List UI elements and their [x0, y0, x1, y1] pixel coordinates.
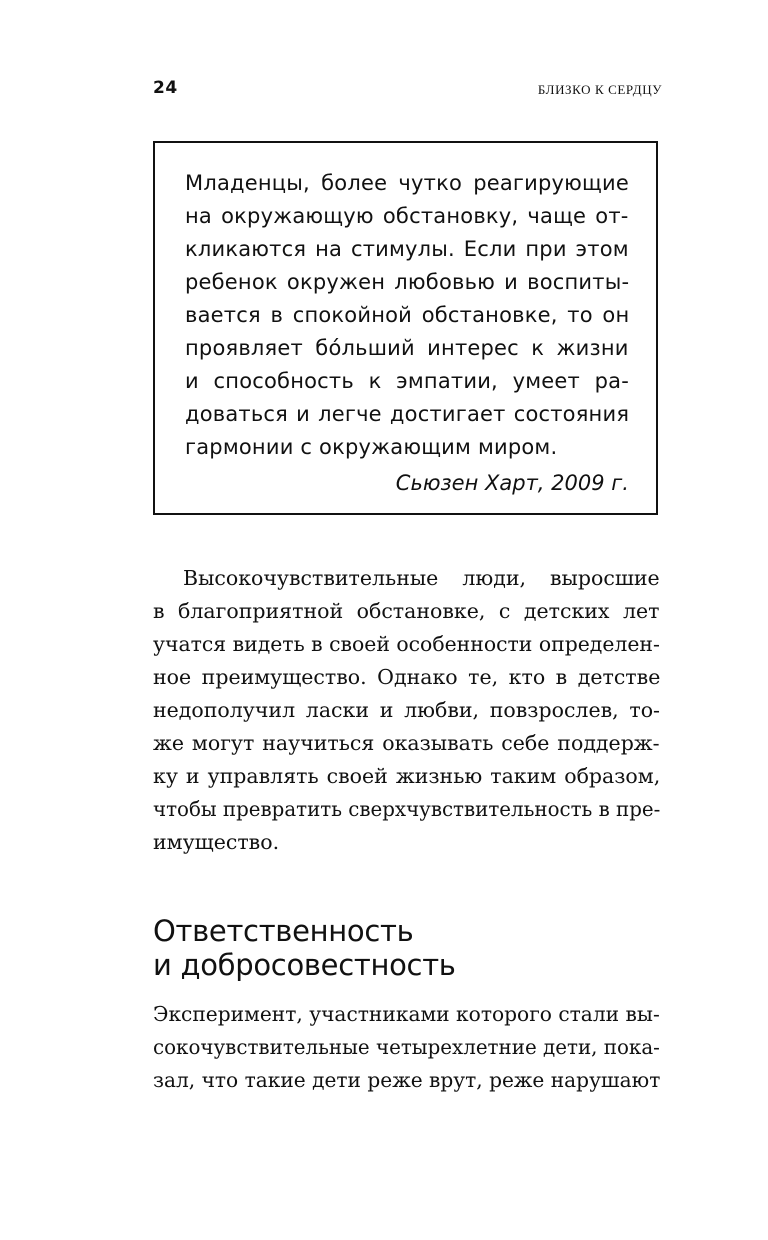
paragraph-line: зал, что такие дети реже врут, реже нарушают — [153, 1068, 661, 1092]
section-heading-line: и добросовестность — [153, 948, 456, 982]
epigraph-line: доваться и легче достигает состояния — [185, 402, 630, 426]
epigraph-line: проявляет бо́льший интерес к жизни — [185, 336, 629, 360]
epigraph-line: на окружающую обстановку, чаще от- — [185, 204, 629, 228]
epigraph-box — [153, 141, 658, 515]
paragraph-line: же могут научиться оказывать себе поддерж- — [153, 731, 660, 755]
epigraph-line: вается в спокойной обстановке, то он — [185, 303, 630, 327]
epigraph-line: кликаются на стимулы. Если при этом — [185, 237, 629, 261]
paragraph-line: имущество. — [153, 830, 280, 854]
epigraph-line: ребенок окружен любовью и воспиты- — [185, 270, 630, 294]
section-heading-line: Ответственность — [153, 914, 414, 948]
epigraph-line: Младенцы, более чутко реагирующие — [185, 171, 629, 195]
paragraph-line: сокочувствительные четырехлетние дети, пока- — [153, 1035, 660, 1059]
epigraph-line: гармонии с окружающим миром. — [185, 435, 558, 459]
paragraph-line: ное преимущество. Однако те, кто в детстве — [153, 665, 661, 689]
running-title: БЛИЗКО К СЕРДЦУ — [537, 82, 662, 97]
paragraph-line: Высокочувствительные люди, выросшие — [183, 566, 660, 590]
paragraph-line: ку и управлять своей жизнью таким образом, — [153, 764, 661, 788]
paragraph-line: учатся видеть в своей особенности определен- — [153, 632, 660, 656]
paragraph-line: Эксперимент, участниками которого стали вы- — [153, 1002, 660, 1026]
page-number: 24 — [153, 78, 178, 98]
paragraph-line: недополучил ласки и любви, повзрослев, то- — [153, 698, 660, 722]
paragraph-line: в благоприятной обстановке, с детских лет — [153, 599, 660, 623]
epigraph-line: и способность к эмпатии, умеет ра- — [185, 369, 630, 393]
epigraph-attribution: Сьюзен Харт, 2009 г. — [395, 471, 629, 495]
paragraph-line: чтобы превратить сверхчувствительность в пре- — [153, 797, 661, 821]
